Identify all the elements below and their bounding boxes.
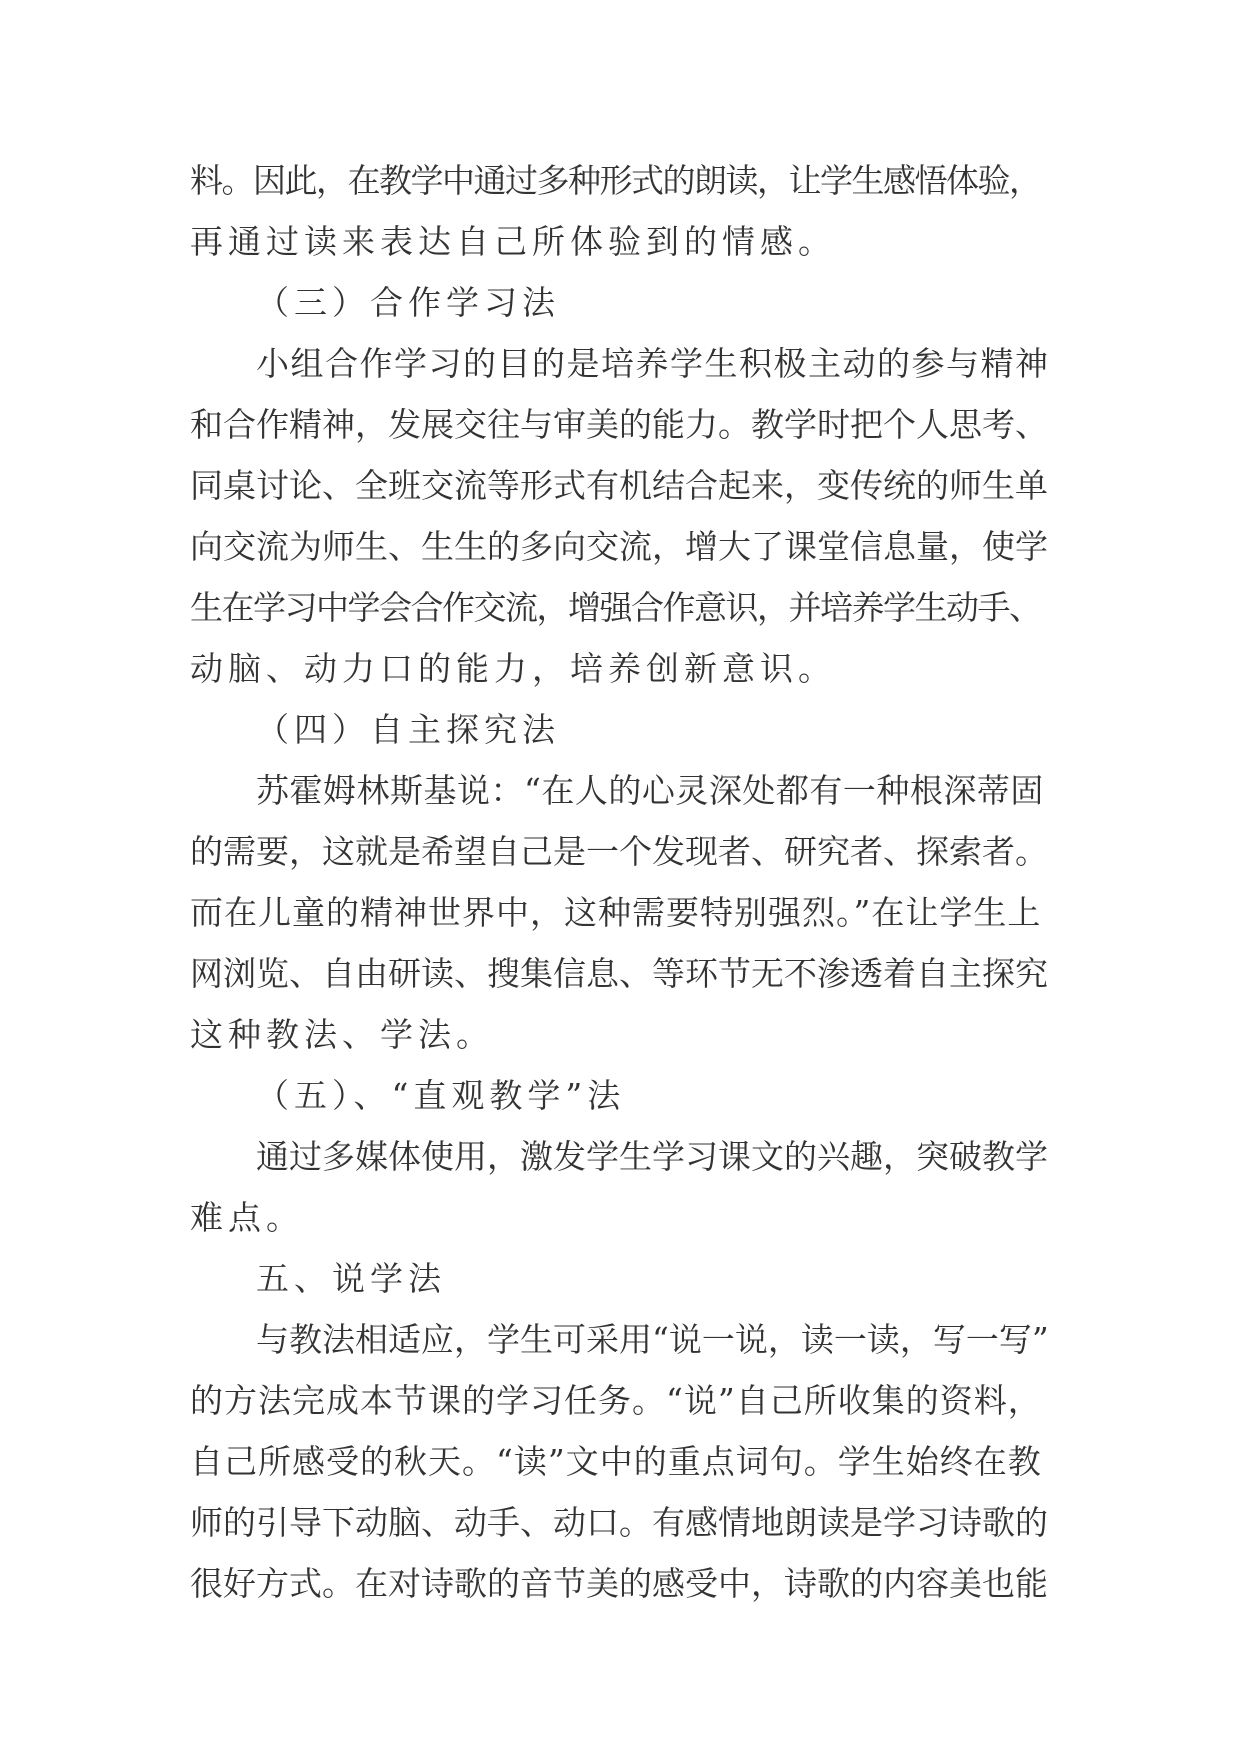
body-text xyxy=(190,150,1050,1614)
text-line: 网浏览、自由研读、搜集信息、等环节无不渗透着自主探究 xyxy=(190,954,1048,993)
text-line: （五）、“直观教学”法 xyxy=(256,1076,626,1115)
text-line: 向交流为师生、生生的多向交流，增大了课堂信息量，使学 xyxy=(190,527,1048,566)
text-line: 师的引导下动脑、动手、动口。有感情地朗读是学习诗歌的 xyxy=(190,1503,1048,1542)
text-line: 这种教法、学法。 xyxy=(190,1015,494,1054)
text-line: 的方法完成本节课的学习任务。“说”自己所收集的资料， xyxy=(190,1381,1042,1420)
text-line: 通过多媒体使用，激发学生学习课文的兴趣，突破教学 xyxy=(256,1137,1048,1176)
text-line: 和合作精神，发展交往与审美的能力。教学时把个人思考、 xyxy=(190,405,1048,444)
text-line: 小组合作学习的目的是培养学生积极主动的参与精神 xyxy=(256,344,1050,383)
text-line: 与教法相适应，学生可采用“说一说，读一读，写一写” xyxy=(256,1320,1049,1359)
text-line: （三）合作学习法 xyxy=(256,283,560,322)
text-line: 同桌讨论、全班交流等形式有机结合起来，变传统的师生单 xyxy=(190,466,1048,505)
text-line: 再通过读来表达自己所体验到的情感。 xyxy=(190,222,836,261)
text-line: 五、说学法 xyxy=(256,1259,446,1298)
text-line: 料。因此，在教学中通过多种形式的朗读，让学生感悟体验， xyxy=(190,161,1041,200)
text-line: 自己所感受的秋天。“读”文中的重点词句。学生始终在教 xyxy=(190,1442,1042,1481)
text-line: 生在学习中学会合作交流，增强合作意识，并培养学生动手、 xyxy=(190,588,1041,627)
text-line: 苏霍姆林斯基说：“在人的心灵深处都有一种根深蒂固 xyxy=(256,771,1044,810)
text-line: 而在儿童的精神世界中，这种需要特别强烈。”在让学生上 xyxy=(190,893,1042,932)
text-line: 动脑、动力口的能力，培养创新意识。 xyxy=(190,649,836,688)
text-line: 很好方式。在对诗歌的音节美的感受中，诗歌的内容美也能 xyxy=(190,1564,1048,1603)
text-line: 难点。 xyxy=(190,1198,304,1237)
text-line: 的需要，这就是希望自己是一个发现者、研究者、探索者。 xyxy=(190,832,1048,871)
text-line: （四）自主探究法 xyxy=(256,710,560,749)
